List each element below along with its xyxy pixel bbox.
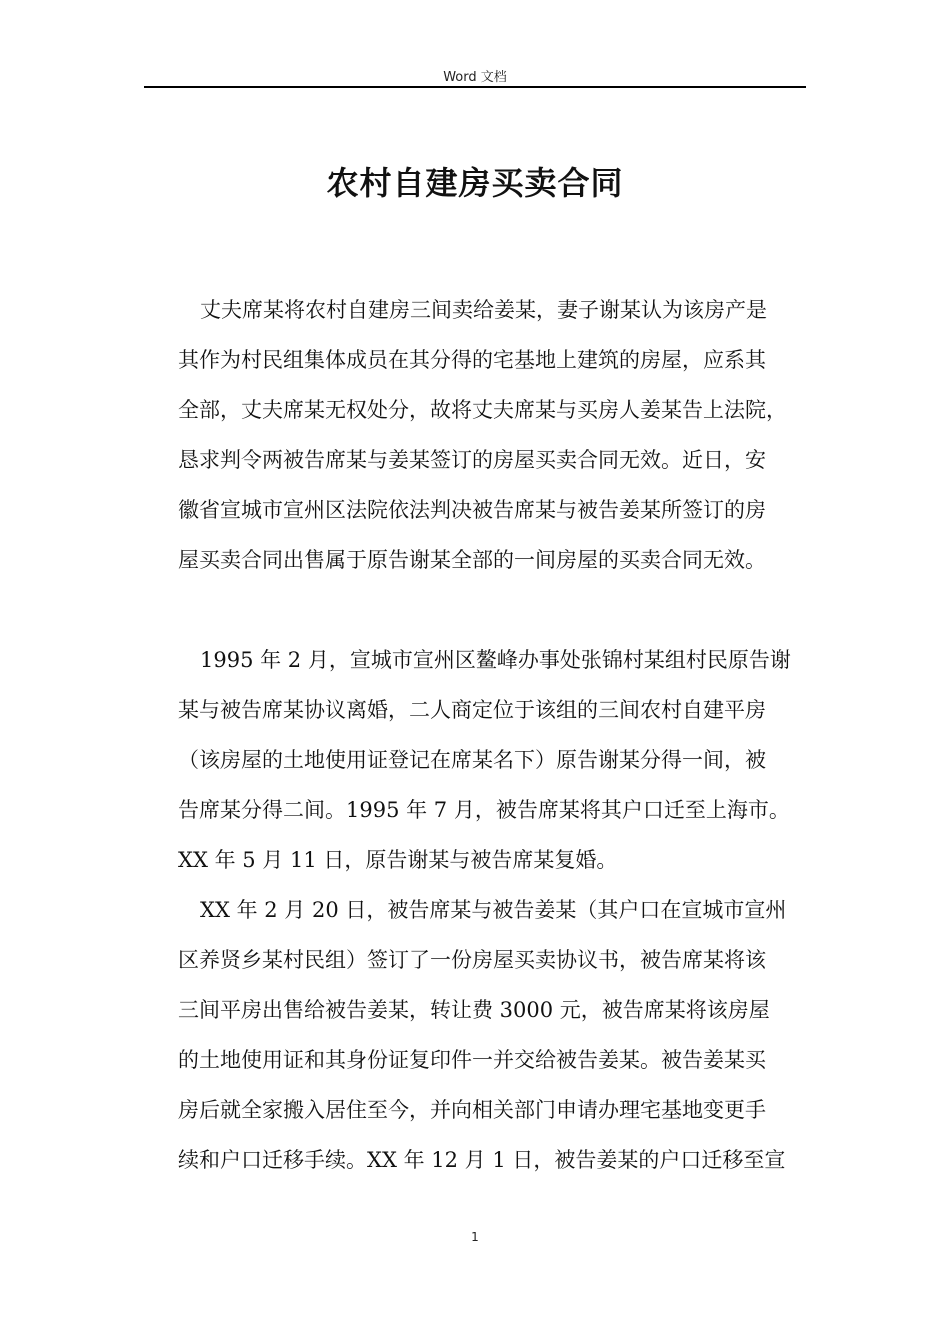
body-line: 续和户口迁移手续。XX 年 12 月 1 日，被告姜某的户口迁移至宣 xyxy=(178,1148,786,1172)
body-line: 其作为村民组集体成员在其分得的宅基地上建筑的房屋，应系其 xyxy=(178,348,766,372)
header-divider xyxy=(144,86,806,88)
body-line: 丈夫席某将农村自建房三间卖给姜某，妻子谢某认为该房产是 xyxy=(200,298,767,322)
body-line: 某与被告席某协议离婚，二人商定位于该组的三间农村自建平房 xyxy=(178,698,766,722)
body-line: 1995 年 2 月，宣城市宣州区鳌峰办事处张锦村某组村民原告谢 xyxy=(200,648,791,672)
body-line: 房后就全家搬入居住至今，并向相关部门申请办理宅基地变更手 xyxy=(178,1098,766,1122)
page-number: 1 xyxy=(471,1230,479,1244)
body-line: 徽省宣城市宣州区法院依法判决被告席某与被告姜某所签订的房 xyxy=(178,498,766,522)
body-line: 的土地使用证和其身份证复印件一并交给被告姜某。被告姜某买 xyxy=(178,1048,766,1072)
document-title: 农村自建房买卖合同 xyxy=(326,164,624,202)
body-line: 三间平房出售给被告姜某，转让费 3000 元，被告席某将该房屋 xyxy=(178,998,770,1022)
body-line: 区养贤乡某村民组）签订了一份房屋买卖协议书，被告席某将该 xyxy=(178,948,766,972)
body-line: 全部，丈夫席某无权处分，故将丈夫席某与买房人姜某告上法院， xyxy=(178,398,787,422)
body-line: XX 年 2 月 20 日，被告席某与被告姜某（其户口在宣城市宣州 xyxy=(200,898,787,922)
body-line: XX 年 5 月 11 日，原告谢某与被告席某复婚。 xyxy=(178,848,618,872)
body-line: （该房屋的土地使用证登记在席某名下）原告谢某分得一间，被 xyxy=(178,748,766,772)
body-line: 告席某分得二间。1995 年 7 月，被告席某将其户口迁至上海市。 xyxy=(178,798,790,822)
body-line: 恳求判令两被告席某与姜某签订的房屋买卖合同无效。近日，安 xyxy=(178,448,766,472)
body-line: 屋买卖合同出售属于原告谢某全部的一间房屋的买卖合同无效。 xyxy=(178,548,766,572)
page-header: Word 文档 xyxy=(443,70,507,85)
